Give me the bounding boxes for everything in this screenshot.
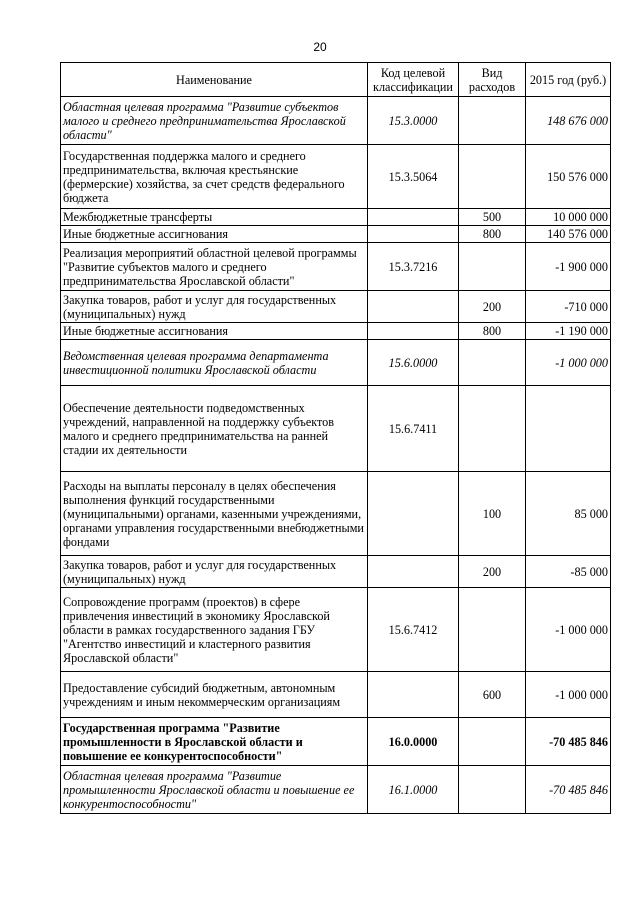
cell-type: 600 <box>459 672 526 718</box>
cell-amount: -85 000 <box>526 556 611 588</box>
table-row <box>61 291 611 323</box>
cell-type: 800 <box>459 323 526 340</box>
cell-name: Закупка товаров, работ и услуг для государственных (муниципальных) нужд <box>61 291 368 323</box>
cell-type: 200 <box>459 291 526 323</box>
cell-amount: 140 576 000 <box>526 226 611 243</box>
table-row <box>61 672 611 718</box>
page-number: 20 <box>313 40 327 54</box>
table-row <box>61 766 611 814</box>
header-name: Наименование <box>61 63 368 97</box>
cell-amount <box>526 386 611 472</box>
table-row <box>61 556 611 588</box>
cell-name: Обеспечение деятельности подведомственных учреждений, направленной на поддержку субъектов малого и среднего предпринимательства на ранней стадии их деятельности <box>61 386 368 472</box>
cell-code: 15.3.5064 <box>368 145 459 209</box>
cell-amount: 150 576 000 <box>526 145 611 209</box>
table-row <box>61 226 611 243</box>
cell-type: 200 <box>459 556 526 588</box>
cell-name: Областная целевая программа "Развитие промышленности Ярославской области и повышение ее конкурентоспособности" <box>61 766 368 814</box>
cell-code <box>368 672 459 718</box>
cell-name: Областная целевая программа "Развитие субъектов малого и среднего предпринимательства Ярославской области" <box>61 97 368 145</box>
cell-code: 15.6.7412 <box>368 588 459 672</box>
cell-code: 15.6.7411 <box>368 386 459 472</box>
cell-name: Ведомственная целевая программа департамента инвестиционной политики Ярославской области <box>61 340 368 386</box>
cell-amount: -1 000 000 <box>526 672 611 718</box>
cell-type <box>459 340 526 386</box>
cell-code: 15.6.0000 <box>368 340 459 386</box>
cell-code <box>368 291 459 323</box>
cell-code: 15.3.7216 <box>368 243 459 291</box>
header-code: Код целевой классификации <box>368 63 459 97</box>
cell-amount: 148 676 000 <box>526 97 611 145</box>
header-amount: 2015 год (руб.) <box>526 63 611 97</box>
table-row <box>61 718 611 766</box>
cell-amount: 85 000 <box>526 472 611 556</box>
cell-amount: -1 900 000 <box>526 243 611 291</box>
table-row <box>61 243 611 291</box>
cell-name: Предоставление субсидий бюджетным, автономным учреждениям и иным некоммерческим организациям <box>61 672 368 718</box>
cell-amount: -70 485 846 <box>526 718 611 766</box>
cell-type <box>459 145 526 209</box>
cell-type: 100 <box>459 472 526 556</box>
cell-name: Иные бюджетные ассигнования <box>61 323 368 340</box>
cell-amount: -1 000 000 <box>526 588 611 672</box>
cell-name: Межбюджетные трансферты <box>61 209 368 226</box>
table-row <box>61 145 611 209</box>
header-type: Вид расходов <box>459 63 526 97</box>
cell-name: Закупка товаров, работ и услуг для государственных (муниципальных) нужд <box>61 556 368 588</box>
cell-code <box>368 323 459 340</box>
table-row <box>61 588 611 672</box>
table-row <box>61 97 611 145</box>
cell-code <box>368 209 459 226</box>
table-row <box>61 386 611 472</box>
table-row <box>61 323 611 340</box>
cell-amount: -710 000 <box>526 291 611 323</box>
table-row <box>61 472 611 556</box>
cell-name: Сопровождение программ (проектов) в сфере привлечения инвестиций в экономику Ярославской области в рамках государственного задания ГБУ "Агентство инвестиций и кластерного развития Ярославской области" <box>61 588 368 672</box>
cell-type <box>459 766 526 814</box>
cell-name: Расходы на выплаты персоналу в целях обеспечения выполнения функций государственными (муниципальными) органами, казенными учреждениями, органами управления государственными внебюджетными фондами <box>61 472 368 556</box>
cell-code <box>368 556 459 588</box>
cell-type <box>459 588 526 672</box>
cell-code: 15.3.0000 <box>368 97 459 145</box>
cell-type <box>459 386 526 472</box>
cell-code: 16.1.0000 <box>368 766 459 814</box>
cell-type <box>459 243 526 291</box>
cell-code: 16.0.0000 <box>368 718 459 766</box>
cell-amount: -70 485 846 <box>526 766 611 814</box>
cell-code <box>368 226 459 243</box>
cell-amount: 10 000 000 <box>526 209 611 226</box>
cell-code <box>368 472 459 556</box>
cell-amount: -1 000 000 <box>526 340 611 386</box>
table-header-row <box>61 63 611 97</box>
table-row <box>61 209 611 226</box>
cell-type: 500 <box>459 209 526 226</box>
cell-name: Государственная поддержка малого и среднего предпринимательства, включая крестьянские (фермерские) хозяйства, за счет средств федерального бюджета <box>61 145 368 209</box>
budget-table <box>60 62 611 814</box>
cell-amount: -1 190 000 <box>526 323 611 340</box>
cell-name: Государственная программа "Развитие промышленности в Ярославской области и повышение ее конкурентоспособности" <box>61 718 368 766</box>
table-row <box>61 340 611 386</box>
cell-type: 800 <box>459 226 526 243</box>
cell-type <box>459 97 526 145</box>
cell-type <box>459 718 526 766</box>
cell-name: Реализация мероприятий областной целевой программы "Развитие субъектов малого и среднего предпринимательства Ярославской области" <box>61 243 368 291</box>
cell-name: Иные бюджетные ассигнования <box>61 226 368 243</box>
